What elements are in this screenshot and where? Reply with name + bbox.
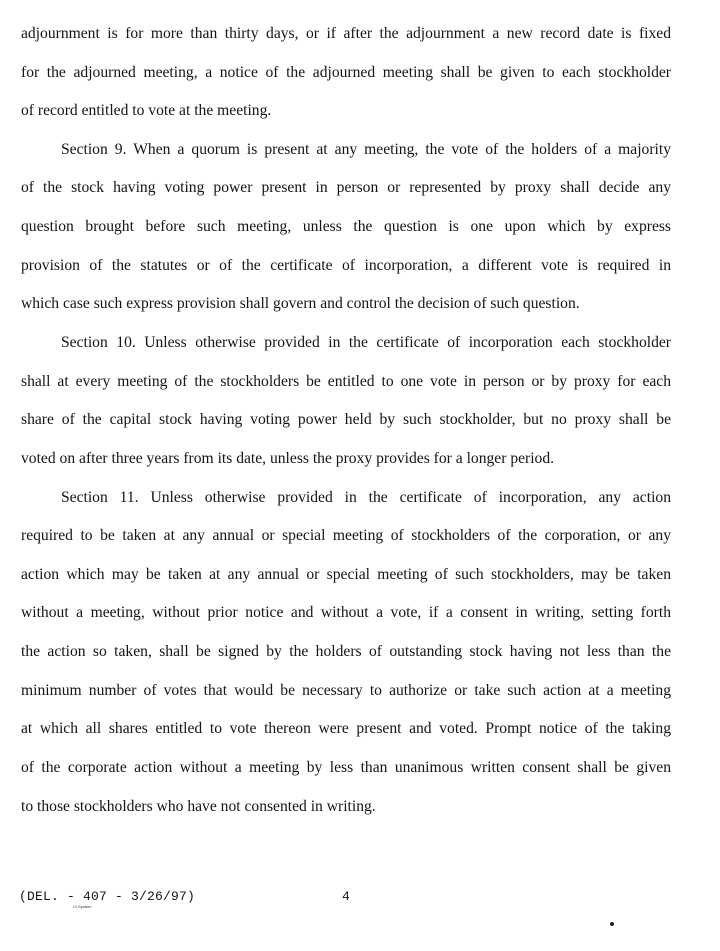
footer-document-code: (DEL. - 407 - 3/26/97) xyxy=(19,889,196,904)
section-10-heading-line: Section 10. Unless otherwise provided in the certificate of incorporation each stockholder xyxy=(61,334,671,351)
body-text-line: minimum number of votes that would be necessary to authorize or take such action at a meeting xyxy=(21,682,671,699)
body-text-line: adjournment is for more than thirty days, or if after the adjournment a new record date is fixed xyxy=(21,25,671,42)
section-9-heading-line: Section 9. When a quorum is present at any meeting, the vote of the holders of a majority xyxy=(61,141,671,158)
body-text-line: question brought before such meeting, unless the question is one upon which by express xyxy=(21,218,671,235)
body-text-line: of the stock having voting power present in person or represented by proxy shall decide any xyxy=(21,179,671,196)
page-number: 4 xyxy=(342,889,350,904)
scan-speck xyxy=(610,922,614,926)
body-text-line: at which all shares entitled to vote thereon were present and voted. Prompt notice of the taking xyxy=(21,720,671,737)
body-text-line: shall at every meeting of the stockholders be entitled to one vote in person or by proxy for each xyxy=(21,373,671,390)
body-text-line: required to be taken at any annual or special meeting of stockholders of the corporation, or any xyxy=(21,527,671,544)
body-text-line: of the corporate action without a meeting by less than unanimous written consent shall be given xyxy=(21,759,671,776)
body-text-line: of record entitled to vote at the meeting. xyxy=(21,102,272,119)
body-text-line: without a meeting, without prior notice and without a vote, if a consent in writing, setting forth xyxy=(21,604,671,621)
body-text-line: for the adjourned meeting, a notice of the adjourned meeting shall be given to each stockholder xyxy=(21,64,671,81)
body-text-line: the action so taken, shall be signed by the holders of outstanding stock having not less than the xyxy=(21,643,671,660)
body-text-line: which case such express provision shall govern and control the decision of such question. xyxy=(21,295,580,312)
body-text-line: share of the capital stock having voting power held by such stockholder, but no proxy shall be xyxy=(21,411,671,428)
body-text-line: action which may be taken at any annual or special meeting of such stockholders, may be taken xyxy=(21,566,671,583)
body-text-line: to those stockholders who have not consented in writing. xyxy=(21,798,376,815)
footer-tiny-mark: Ct System xyxy=(73,904,92,909)
body-text-line: provision of the statutes or of the certificate of incorporation, a different vote is required in xyxy=(21,257,671,274)
body-text-line: voted on after three years from its date, unless the proxy provides for a longer period. xyxy=(21,450,555,467)
section-11-heading-line: Section 11. Unless otherwise provided in the certificate of incorporation, any action xyxy=(61,489,671,506)
